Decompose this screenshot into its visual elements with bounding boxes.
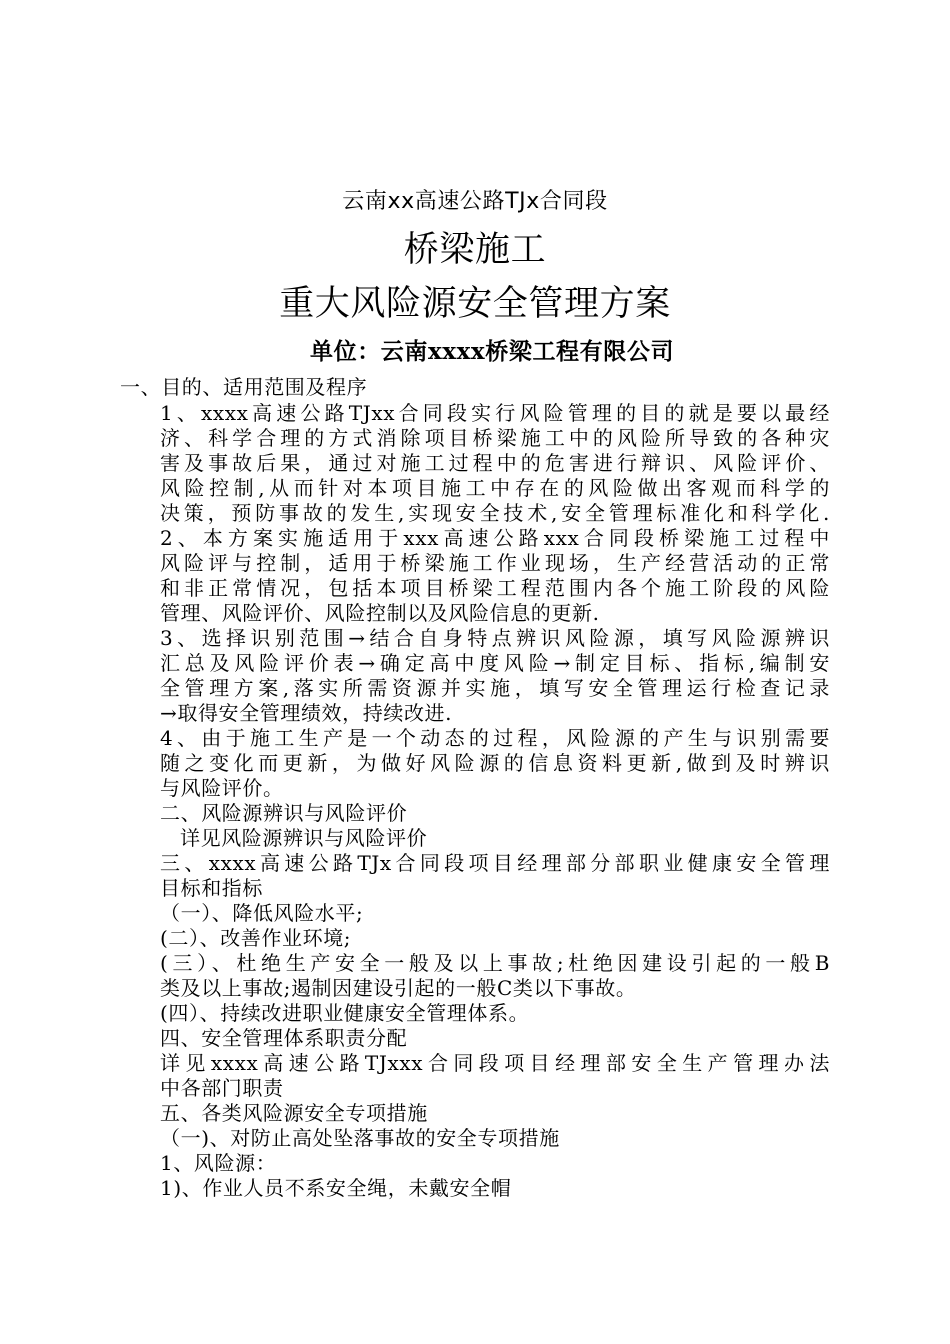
- title-line-1: 桥梁施工: [403, 230, 547, 270]
- body-line: 中各部门职责: [160, 1076, 284, 1100]
- unit-line: 单位：云南xxxx桥梁工程有限公司: [310, 338, 675, 365]
- project-line: 云南xx高速公路TJx合同段: [342, 189, 608, 214]
- body-line: 类及以上事故;遏制因建设引起的一般C类以下事故。: [160, 976, 637, 1000]
- body-line: 汇总及风险评价表→确定高中度风险→制定目标、指标,编制安: [160, 651, 830, 675]
- body-line: 2、本方案实施适用于xxx高速公路xxx合同段桥梁施工过程中: [160, 526, 830, 550]
- body-line: 风险评与控制，适用于桥梁施工作业现场，生产经营活动的正常: [160, 551, 830, 575]
- body-line: 1、xxxx高速公路TJxx合同段实行风险管理的目的就是要以最经: [160, 401, 830, 425]
- body-line: 决策，预防事故的发生,实现安全技术,安全管理标准化和科学化.: [160, 501, 830, 525]
- body-line: 3、选择识别范围→结合自身特点辨识风险源，填写风险源辨识: [160, 626, 830, 650]
- body-line: 害及事故后果，通过对施工过程中的危害进行辩识、风险评价、: [160, 451, 830, 475]
- list-item: (二）、改善作业环境;: [160, 926, 352, 950]
- title-line-2: 重大风险源安全管理方案: [279, 284, 671, 324]
- body-line: 目标和指标: [160, 876, 263, 900]
- body-line: 随之变化而更新，为做好风险源的信息资料更新,做到及时辨识: [160, 751, 830, 775]
- body-line: 详见风险源辨识与风险评价: [180, 826, 428, 850]
- section-heading-1: 一、目的、适用范围及程序: [120, 375, 368, 399]
- body-line: 全管理方案,落实所需资源并实施，填写安全管理运行检查记录: [160, 676, 830, 700]
- section-heading-2: 二、风险源辨识与风险评价: [160, 801, 408, 825]
- body-line: 和非正常情况，包括本项目桥梁工程范围内各个施工阶段的风险: [160, 576, 830, 600]
- section-heading-3: 三、xxxx高速公路TJx合同段项目经理部分部职业健康安全管理: [160, 851, 830, 875]
- section-heading-5: 五、各类风险源安全专项措施: [160, 1101, 428, 1125]
- body-line: 与风险评价。: [160, 776, 284, 800]
- body-line: 管理、风险评价、风险控制以及风险信息的更新.: [160, 601, 600, 625]
- body-line: 风险控制,从而针对本项目施工中存在的风险做出客观而科学的: [160, 476, 830, 500]
- list-item: (四）、持续改进职业健康安全管理体系。: [160, 1001, 530, 1025]
- body-line: 1)、作业人员不系安全绳，未戴安全帽: [160, 1176, 512, 1200]
- body-line: →取得安全管理绩效，持续改进.: [160, 701, 453, 725]
- body-line: 济、科学合理的方式消除项目桥梁施工中的风险所导致的各种灾: [160, 426, 830, 450]
- list-item: （一）、降低风险水平;: [160, 901, 364, 925]
- body-line: 详见xxxx高速公路TJxxx合同段项目经理部安全生产管理办法: [160, 1051, 830, 1075]
- list-item: (三）、杜绝生产安全一般及以上事故;杜绝因建设引起的一般B: [160, 951, 830, 975]
- body-line: 1、风险源：: [160, 1151, 277, 1175]
- section-heading-4: 四、安全管理体系职责分配: [160, 1026, 408, 1050]
- body-line: 4、由于施工生产是一个动态的过程，风险源的产生与识别需要: [160, 726, 830, 750]
- sub-heading: （一)、对防止高处坠落事故的安全专项措施: [160, 1126, 560, 1150]
